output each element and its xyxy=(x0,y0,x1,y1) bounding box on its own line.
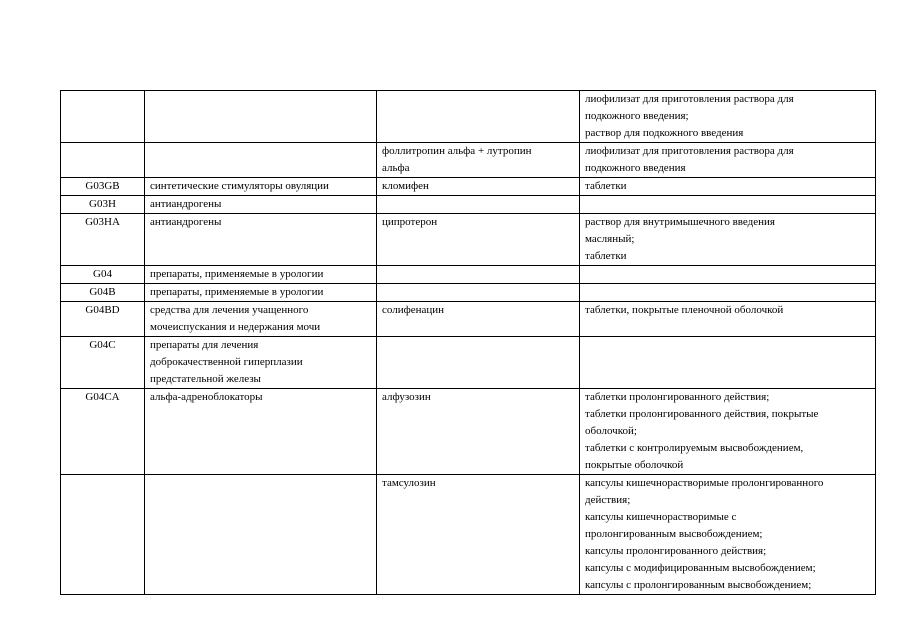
drug-name-line: алфузозин xyxy=(382,391,431,403)
drug-name-cell xyxy=(377,475,580,595)
group-name-line: предстательной железы xyxy=(150,373,261,385)
dosage-form-cell xyxy=(580,389,876,475)
dosage-form-cell xyxy=(580,178,876,196)
group-name-line: антиандрогены xyxy=(150,198,222,210)
dosage-form-line: капсулы кишечнорастворимые с xyxy=(585,511,737,523)
drug-name-line: тамсулозин xyxy=(382,477,436,489)
group-name-line: альфа-адреноблокаторы xyxy=(150,391,263,403)
dosage-form-line: таблетки xyxy=(585,250,627,262)
table-row xyxy=(61,266,876,284)
dosage-form-line: масляный; xyxy=(585,233,635,245)
dosage-form-cell xyxy=(580,475,876,595)
dosage-form-cell xyxy=(580,91,876,143)
drug-name-cell xyxy=(377,302,580,337)
group-name-cell xyxy=(145,196,377,214)
atc-code-cell xyxy=(61,91,145,143)
atc-code-cell xyxy=(61,143,145,178)
atc-code-cell: G03H xyxy=(61,196,145,214)
group-name-line: препараты, применяемые в урологии xyxy=(150,286,324,298)
dosage-form-line: лиофилизат для приготовления раствора для xyxy=(585,93,794,105)
group-name-cell xyxy=(145,143,377,178)
dosage-form-line: пролонгированным высвобождением; xyxy=(585,528,763,540)
dosage-form-line: действия; xyxy=(585,494,631,506)
drug-name-line: солифенацин xyxy=(382,304,445,316)
dosage-form-line: подкожного введения; xyxy=(585,110,689,122)
dosage-form-line: капсулы с пролонгированным высвобождением; xyxy=(585,579,812,591)
dosage-form-line: таблетки пролонгированного действия, покрытые xyxy=(585,408,819,420)
dosage-form-line: оболочкой; xyxy=(585,425,637,437)
drug-name-line: фоллитропин альфа + лутропин xyxy=(382,145,532,157)
atc-code-cell xyxy=(61,475,145,595)
dosage-form-line: капсулы кишечнорастворимые пролонгированного xyxy=(585,477,824,489)
group-name-line: доброкачественной гиперплазии xyxy=(150,356,303,368)
table-row xyxy=(61,475,876,595)
group-name-line: препараты, применяемые в урологии xyxy=(150,268,324,280)
drug-name-line: кломифен xyxy=(382,180,429,192)
group-name-cell xyxy=(145,91,377,143)
drug-name-cell xyxy=(377,266,580,284)
drug-table xyxy=(60,90,876,595)
dosage-form-line: подкожного введения xyxy=(585,162,686,174)
group-name-cell xyxy=(145,284,377,302)
dosage-form-cell xyxy=(580,143,876,178)
group-name-cell xyxy=(145,178,377,196)
dosage-form-cell xyxy=(580,266,876,284)
drug-name-cell xyxy=(377,284,580,302)
group-name-cell xyxy=(145,337,377,389)
group-name-cell xyxy=(145,214,377,266)
group-name-cell xyxy=(145,266,377,284)
atc-code-cell: G04CA xyxy=(61,389,145,475)
drug-name-cell xyxy=(377,91,580,143)
dosage-form-line: раствор для внутримышечного введения xyxy=(585,216,775,228)
dosage-form-line: капсулы с модифицированным высвобождением; xyxy=(585,562,816,574)
dosage-form-cell xyxy=(580,196,876,214)
table-row xyxy=(61,284,876,302)
dosage-form-cell xyxy=(580,214,876,266)
table-row xyxy=(61,214,876,266)
group-name-line: синтетические стимуляторы овуляции xyxy=(150,180,329,192)
group-name-line: препараты для лечения xyxy=(150,339,259,351)
table-body xyxy=(61,91,876,595)
dosage-form-line: покрытые оболочкой xyxy=(585,459,684,471)
drug-name-line: ципротерон xyxy=(382,216,438,228)
dosage-form-line: лиофилизат для приготовления раствора для xyxy=(585,145,794,157)
drug-name-cell xyxy=(377,143,580,178)
dosage-form-line: таблетки пролонгированного действия; xyxy=(585,391,770,403)
dosage-form-cell xyxy=(580,302,876,337)
atc-code-cell: G03GB xyxy=(61,178,145,196)
table-row xyxy=(61,389,876,475)
group-name-cell xyxy=(145,389,377,475)
group-name-line: мочеиспускания и недержания мочи xyxy=(150,321,321,333)
dosage-form-cell xyxy=(580,284,876,302)
drug-name-cell xyxy=(377,389,580,475)
group-name-line: антиандрогены xyxy=(150,216,222,228)
dosage-form-line: таблетки, покрытые пленочной оболочкой xyxy=(585,304,784,316)
dosage-form-line: таблетки с контролируемым высвобождением, xyxy=(585,442,804,454)
table-row xyxy=(61,302,876,337)
drug-name-cell xyxy=(377,178,580,196)
atc-code-cell: G04BD xyxy=(61,302,145,337)
dosage-form-cell xyxy=(580,337,876,389)
atc-code-cell: G04B xyxy=(61,284,145,302)
dosage-form-line: таблетки xyxy=(585,180,627,192)
atc-code-cell: G04C xyxy=(61,337,145,389)
table-row xyxy=(61,178,876,196)
table-row xyxy=(61,143,876,178)
drug-name-cell xyxy=(377,196,580,214)
group-name-line: средства для лечения учащенного xyxy=(150,304,309,316)
drug-name-line: альфа xyxy=(382,162,410,174)
atc-code-cell: G03HA xyxy=(61,214,145,266)
table-row xyxy=(61,337,876,389)
group-name-cell xyxy=(145,302,377,337)
dosage-form-line: раствор для подкожного введения xyxy=(585,127,744,139)
drug-name-cell xyxy=(377,337,580,389)
drug-name-cell xyxy=(377,214,580,266)
table-row xyxy=(61,196,876,214)
table-row xyxy=(61,91,876,143)
dosage-form-line: капсулы пролонгированного действия; xyxy=(585,545,767,557)
atc-code-cell: G04 xyxy=(61,266,145,284)
group-name-cell xyxy=(145,475,377,595)
